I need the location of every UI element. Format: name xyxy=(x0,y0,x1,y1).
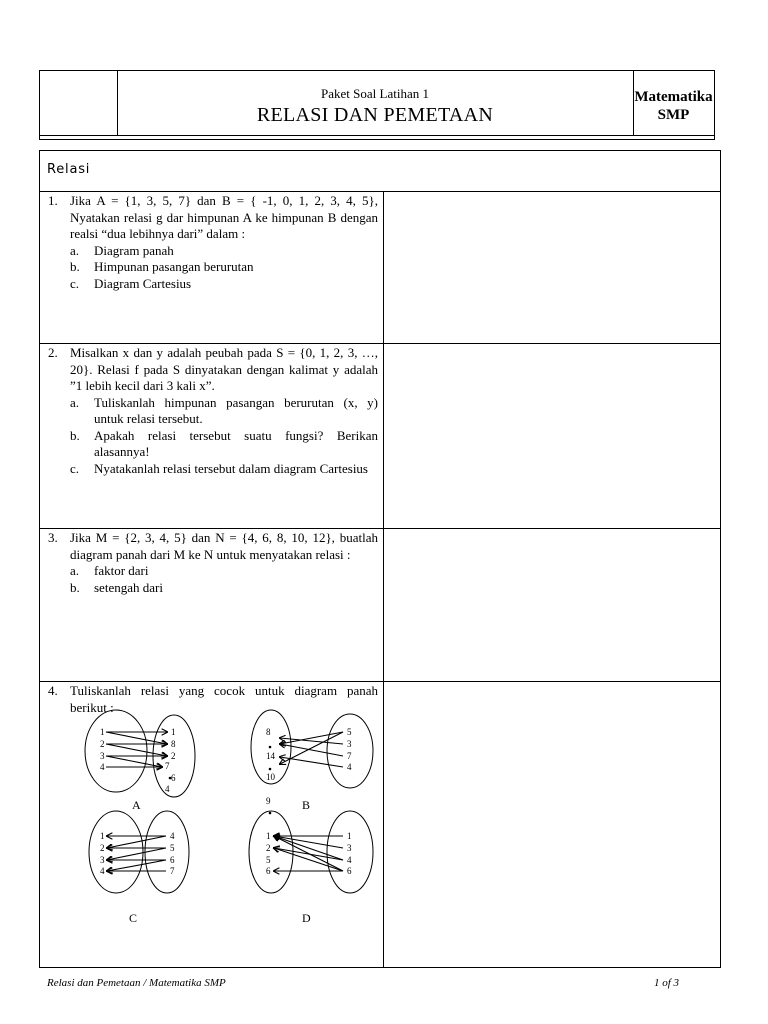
question-text: Misalkan x dan y adalah peubah pada S = {0, 1, 2, 3, …, 20}. Relasi f pada S dinyatakan dengan kalimat y adalah ”1 lebih kecil dari 3 kali x”. xyxy=(70,345,378,393)
header-box xyxy=(39,70,715,140)
diagram-c-right-5: 5 xyxy=(170,843,175,853)
diagram-a-left-3: 3 xyxy=(100,751,105,761)
column-divider xyxy=(383,191,384,967)
option-b: b. Apakah relasi tersebut suatu fungsi? Berikan alasannya! xyxy=(70,427,378,459)
header-subject-cell xyxy=(633,71,714,135)
diagram-a-left-2: 2 xyxy=(100,739,105,749)
option-a: a. Tuliskanlah himpunan pasangan berurutan (x, y) untuk relasi tersebut. xyxy=(70,394,378,426)
question-number: 1. xyxy=(48,193,58,208)
option-c: c. Diagram Cartesius xyxy=(70,275,192,291)
diagram-a-right-8: 8 xyxy=(171,739,176,749)
page-number: 1 of 3 xyxy=(654,977,680,989)
diagram-b-left-10: 10 xyxy=(266,772,275,782)
diagram-b-right-5: 5 xyxy=(347,727,352,737)
question-3 xyxy=(48,530,378,596)
diagram-d-label: D xyxy=(302,911,311,925)
option-b: b. setengah dari xyxy=(70,579,163,595)
diagram-d-right-4: 4 xyxy=(347,855,352,865)
header-title-cell xyxy=(117,71,634,135)
diagram-a-left-4: 4 xyxy=(100,762,105,772)
diagram-b-right-4: 4 xyxy=(347,762,352,772)
diagram-c-left-3: 3 xyxy=(100,855,105,865)
diagram-b-left-8: 8 xyxy=(266,727,271,737)
diagram-c-right-7: 7 xyxy=(170,866,175,876)
diagram-c-right-6: 6 xyxy=(170,855,175,865)
row-divider xyxy=(40,681,720,682)
diagram-d-left-1: 1 xyxy=(266,831,271,841)
diagram-b-left-9: 9 xyxy=(266,796,271,806)
question-text: Jika M = {2, 3, 4, 5} dan N = {4, 6, 8, 10, 12}, buatlah diagram panah dari M ke N untuk menyatakan relasi : xyxy=(70,530,378,562)
question-1 xyxy=(48,193,378,292)
diagram-a-left-1: 1 xyxy=(100,727,105,737)
diagram-a-label: A xyxy=(132,798,141,812)
diagram-a-right-4: 4 xyxy=(165,784,170,794)
question-text: Tuliskanlah relasi yang cocok untuk diagram panah berikut : xyxy=(70,683,378,715)
diagram-c-left-1: 1 xyxy=(100,831,105,841)
diagram-a-right-7: 7 xyxy=(165,761,170,771)
question-table xyxy=(39,150,721,968)
row-divider xyxy=(40,528,720,529)
diagram-b-right-3: 3 xyxy=(347,739,352,749)
option-a: a. Diagram panah xyxy=(70,242,174,258)
subject-line-1: Matematika xyxy=(634,89,713,105)
subject-line-2: SMP xyxy=(657,107,690,123)
header-subtitle: Paket Soal Latihan 1 xyxy=(321,86,429,101)
row-divider xyxy=(40,343,720,344)
diagram-c-label: C xyxy=(129,911,138,925)
diagram-a-right-1: 1 xyxy=(171,727,176,737)
option-b: b. Himpunan pasangan berurutan xyxy=(70,259,254,274)
question-number: 2. xyxy=(48,345,58,360)
section-header-row xyxy=(40,151,720,192)
diagram-d-right-3: 3 xyxy=(347,843,352,853)
diagram-c-left-2: 2 xyxy=(100,843,105,853)
question-number: 3. xyxy=(48,530,58,545)
diagram-c-right-4: 4 xyxy=(170,831,175,841)
question-4 xyxy=(48,683,378,716)
diagram-d-right-1: 1 xyxy=(347,831,352,841)
question-text: Jika A = {1, 3, 5, 7} dan B = { -1, 0, 1, 2, 3, 4, 5}, Nyatakan relasi g dar himpunan A ke himpunan B dengan realsi “dua lebihnya dari” dalam : xyxy=(70,193,378,241)
diagram-b-right-7: 7 xyxy=(347,751,352,761)
diagram-d-left-6: 6 xyxy=(266,866,271,876)
diagram-d-left-2: 2 xyxy=(266,843,271,853)
diagram-d-right-6: 6 xyxy=(347,866,352,876)
question-number: 4. xyxy=(48,683,58,698)
header-logo-cell xyxy=(40,71,118,135)
section-label: Relasi xyxy=(47,162,91,177)
option-a: a. faktor dari xyxy=(70,563,149,578)
diagram-b-left-14: 14 xyxy=(266,751,275,761)
diagram-a-right-6: 6 xyxy=(171,773,176,783)
diagram-c-left-4: 4 xyxy=(100,866,105,876)
subject-label xyxy=(633,88,714,124)
question-2 xyxy=(48,345,378,477)
footer-left: Relasi dan Pemetaan / Matematika SMP xyxy=(47,977,226,989)
page-title: RELASI DAN PEMETAAN xyxy=(256,104,494,126)
diagram-b-label: B xyxy=(302,798,311,812)
diagram-a-right-2: 2 xyxy=(171,751,176,761)
option-c: c. Nyatakanlah relasi tersebut dalam diagram Cartesius xyxy=(70,460,368,476)
diagram-d-left-5: 5 xyxy=(266,855,271,865)
